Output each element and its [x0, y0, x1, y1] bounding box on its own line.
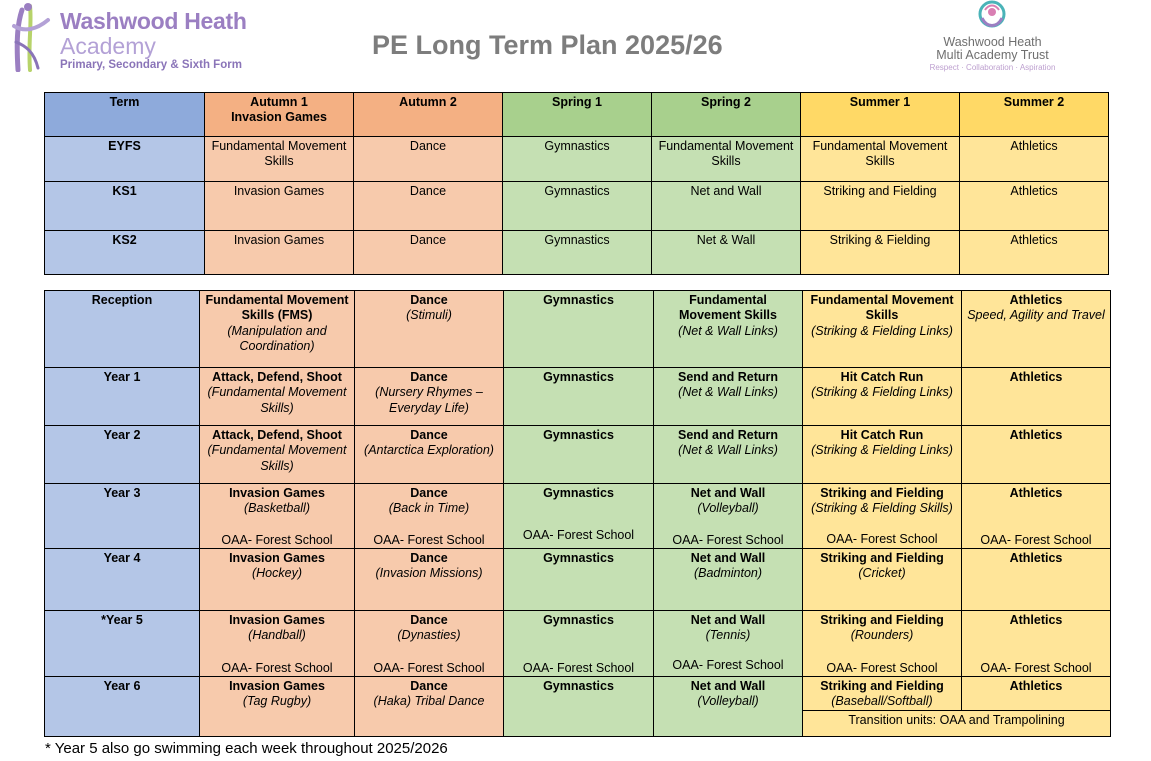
cell-summer1 — [803, 426, 962, 484]
cell-note: (Volleyball) — [697, 694, 759, 709]
table-row — [45, 368, 1111, 426]
cell-summer1: Fundamental Movement Skills — [801, 137, 960, 182]
table-row — [45, 231, 1109, 275]
table-row — [45, 182, 1109, 231]
cell-note: Speed, Agility and Travel — [967, 308, 1105, 323]
cell-title: Hit Catch Run — [840, 428, 924, 442]
header-summer1: Summer 1 — [801, 93, 960, 137]
cell-extra: OAA- Forest School — [672, 657, 784, 672]
cell-note: (Net & Wall Links) — [678, 443, 778, 458]
cell-summer2 — [962, 549, 1111, 611]
cell-autumn1 — [200, 484, 355, 549]
school-logo-figure-icon — [8, 2, 52, 72]
trust-values: Respect · Collaboration · Aspiration — [929, 63, 1056, 72]
cell-spring2: Net and Wall — [652, 182, 801, 231]
cell-spring2 — [654, 368, 803, 426]
cell-title: Athletics — [1009, 613, 1063, 627]
header-term: Term — [45, 93, 205, 137]
cell-title: Athletics — [1009, 679, 1063, 693]
cell-summer2: Athletics — [960, 182, 1109, 231]
cell-summer1: Striking and Fielding — [801, 182, 960, 231]
header-summer2: Summer 2 — [960, 93, 1109, 137]
cell-title: Dance — [410, 679, 448, 693]
row-label: Year 4 — [45, 549, 200, 611]
cell-autumn2 — [355, 549, 504, 611]
cell-spring2 — [654, 426, 803, 484]
cell-note: (Handball) — [248, 628, 306, 643]
cell-autumn1 — [200, 549, 355, 611]
cell-note: (Basketball) — [244, 501, 310, 516]
cell-spring1 — [504, 368, 654, 426]
cell-summer2 — [962, 611, 1111, 677]
cell-title: Invasion Games — [229, 551, 325, 565]
cell-summer2 — [962, 484, 1111, 549]
cell-summer1 — [803, 368, 962, 426]
cell-summer2: Athletics — [960, 231, 1109, 275]
cell-title: Gymnastics — [543, 679, 614, 693]
cell-extra: OAA- Forest School — [826, 531, 938, 546]
header-autumn1 — [205, 93, 354, 137]
cell-extra: OAA- Forest School — [373, 532, 485, 547]
cell-note: (Fundamental Movement Skills) — [207, 443, 347, 473]
cell-note: (Badminton) — [693, 566, 763, 581]
row-label: Year 2 — [45, 426, 200, 484]
cell-title: Athletics — [1009, 370, 1063, 384]
cell-note: (Baseball/Softball) — [831, 694, 933, 709]
cell-summer1 — [803, 549, 962, 611]
cell-autumn1: Invasion Games — [205, 231, 354, 275]
cell-title: Striking and Fielding — [820, 613, 944, 627]
cell-note: (Striking & Fielding Skills) — [811, 501, 953, 516]
cell-note: (Striking & Fielding Links) — [811, 323, 953, 338]
cell-spring2 — [654, 549, 803, 611]
header-spring2: Spring 2 — [652, 93, 801, 137]
page-title: PE Long Term Plan 2025/26 — [372, 30, 723, 60]
school-subtitle: Primary, Secondary & Sixth Form — [60, 59, 242, 71]
row-label: KS2 — [45, 231, 205, 275]
cell-spring1: Gymnastics — [503, 137, 652, 182]
cell-spring1 — [504, 291, 654, 368]
row-label: *Year 5 — [45, 611, 200, 677]
cell-title: Net and Wall — [690, 679, 766, 693]
cell-title: Striking and Fielding — [820, 486, 944, 500]
cell-title: Dance — [410, 370, 448, 384]
cell-title: Athletics — [1009, 428, 1063, 442]
table-row — [45, 549, 1111, 611]
cell-spring1 — [504, 677, 654, 737]
cell-title: Hit Catch Run — [840, 370, 924, 384]
header-autumn1-sub: Invasion Games — [231, 110, 327, 125]
cell-autumn1 — [200, 426, 355, 484]
table-row — [45, 426, 1111, 484]
cell-note: (Striking & Fielding Links) — [811, 385, 953, 400]
cell-summer2 — [962, 677, 1111, 711]
header-spring1: Spring 1 — [503, 93, 652, 137]
cell-autumn2 — [355, 368, 504, 426]
cell-autumn2 — [355, 291, 504, 368]
cell-note: (Nursery Rhymes – Everyday Life) — [375, 385, 483, 415]
cell-spring2: Fundamental Movement Skills — [652, 137, 801, 182]
cell-note: (Tennis) — [705, 628, 751, 643]
table-row — [45, 291, 1111, 368]
row-label: KS1 — [45, 182, 205, 231]
cell-note: (Cricket) — [858, 566, 906, 581]
cell-autumn2 — [355, 484, 504, 549]
cell-title: Fundamental Movement Skills (FMS) — [205, 293, 349, 323]
cell-spring1: Gymnastics — [503, 231, 652, 275]
cell-extra: OAA- Forest School — [980, 660, 1092, 675]
cell-title: Net and Wall — [690, 486, 766, 500]
table-row — [45, 611, 1111, 677]
cell-title: Attack, Defend, Shoot — [212, 370, 342, 384]
school-logo — [8, 2, 268, 74]
school-name-line1: Washwood Heath — [60, 8, 247, 34]
cell-title: Net and Wall — [690, 551, 766, 565]
cell-summer1 — [803, 291, 962, 368]
cell-summer1: Striking & Fielding — [801, 231, 960, 275]
cell-title: Dance — [410, 428, 448, 442]
cell-autumn2 — [355, 677, 504, 737]
cell-spring2 — [654, 677, 803, 737]
header-autumn1-label: Autumn 1 — [250, 95, 308, 109]
table-row — [45, 484, 1111, 549]
cell-summer1 — [803, 484, 962, 549]
cell-autumn1 — [200, 677, 355, 737]
cell-note: (Dynasties) — [397, 628, 461, 643]
cell-spring2 — [654, 611, 803, 677]
row-label: EYFS — [45, 137, 205, 182]
cell-spring1 — [504, 484, 654, 549]
cell-title: Gymnastics — [543, 370, 614, 384]
cell-autumn2 — [355, 426, 504, 484]
cell-summer2 — [962, 368, 1111, 426]
cell-title: Invasion Games — [229, 486, 325, 500]
cell-autumn1 — [200, 291, 355, 368]
table-header-row — [45, 93, 1109, 137]
trust-logo — [900, 0, 1085, 74]
cell-summer2: Athletics — [960, 137, 1109, 182]
cell-spring2 — [654, 484, 803, 549]
cell-title: Athletics — [1009, 551, 1063, 565]
cell-title: Gymnastics — [543, 428, 614, 442]
cell-title: Dance — [410, 613, 448, 627]
cell-note: (Back in Time) — [388, 501, 470, 516]
cell-title: Attack, Defend, Shoot — [212, 428, 342, 442]
header-autumn2: Autumn 2 — [354, 93, 503, 137]
cell-title: Net and Wall — [690, 613, 766, 627]
cell-autumn1 — [200, 611, 355, 677]
cell-extra: OAA- Forest School — [522, 527, 635, 542]
cell-extra: OAA- Forest School — [522, 660, 635, 675]
cell-note: (Hockey) — [251, 566, 302, 581]
row-label: Year 1 — [45, 368, 200, 426]
cell-summer2 — [962, 291, 1111, 368]
cell-spring1 — [504, 611, 654, 677]
table-row — [45, 677, 1111, 711]
cell-autumn2 — [355, 611, 504, 677]
cell-title: Athletics — [1009, 293, 1063, 307]
cell-autumn2: Dance — [354, 137, 503, 182]
cell-extra: OAA- Forest School — [221, 532, 333, 547]
cell-note: (Tag Rugby) — [242, 694, 312, 709]
cell-title: Dance — [410, 293, 448, 307]
trust-logo-figure-icon — [961, 0, 1023, 34]
term-overview-table — [44, 92, 1109, 275]
row-label: Year 6 — [45, 677, 200, 737]
cell-spring1 — [504, 549, 654, 611]
cell-note: (Stimuli) — [406, 308, 452, 323]
cell-title: Striking and Fielding — [820, 551, 944, 565]
cell-note: (Haka) Tribal Dance — [373, 694, 485, 709]
footnote: * Year 5 also go swimming each week throughout 2025/2026 — [45, 740, 448, 757]
cell-autumn1: Invasion Games — [205, 182, 354, 231]
trust-name-line1: Washwood Heath — [943, 35, 1042, 49]
cell-autumn1 — [200, 368, 355, 426]
cell-title: Fundamental Movement Skills — [679, 293, 777, 323]
cell-title: Gymnastics — [543, 293, 614, 307]
cell-note: (Antarctica Exploration) — [364, 443, 494, 458]
cell-note: (Striking & Fielding Links) — [811, 443, 953, 458]
cell-summer1 — [803, 677, 962, 711]
cell-title: Invasion Games — [229, 613, 325, 627]
transition-units-cell: Transition units: OAA and Trampolining — [803, 710, 1111, 736]
cell-title: Gymnastics — [543, 486, 614, 500]
cell-spring2: Net & Wall — [652, 231, 801, 275]
cell-summer1 — [803, 611, 962, 677]
cell-title: Invasion Games — [229, 679, 325, 693]
cell-title: Gymnastics — [543, 613, 614, 627]
cell-extra: OAA- Forest School — [672, 532, 784, 547]
row-label: Reception — [45, 291, 200, 368]
row-label: Year 3 — [45, 484, 200, 549]
cell-note: (Fundamental Movement Skills) — [207, 385, 347, 415]
trust-name-line2: Multi Academy Trust — [936, 48, 1049, 62]
cell-title: Fundamental Movement Skills — [810, 293, 954, 323]
school-name-line2: Academy — [60, 33, 156, 59]
cell-extra: OAA- Forest School — [826, 660, 938, 675]
cell-title: Striking and Fielding — [820, 679, 944, 693]
cell-spring1 — [504, 426, 654, 484]
table-row — [45, 137, 1109, 182]
cell-extra: OAA- Forest School — [980, 532, 1092, 547]
cell-title: Dance — [410, 486, 448, 500]
cell-title: Gymnastics — [543, 551, 614, 565]
cell-autumn2: Dance — [354, 182, 503, 231]
cell-note: (Invasion Missions) — [375, 566, 483, 581]
cell-autumn1: Fundamental Movement Skills — [205, 137, 354, 182]
cell-summer2 — [962, 426, 1111, 484]
cell-title: Send and Return — [677, 370, 778, 384]
cell-title: Dance — [410, 551, 448, 565]
cell-extra: OAA- Forest School — [221, 660, 333, 675]
year-group-plan-table — [44, 290, 1111, 737]
cell-note: (Volleyball) — [697, 501, 759, 516]
cell-note: (Net & Wall Links) — [678, 323, 778, 338]
cell-extra: OAA- Forest School — [373, 660, 485, 675]
cell-title: Athletics — [1009, 486, 1063, 500]
cell-spring1: Gymnastics — [503, 182, 652, 231]
cell-autumn2: Dance — [354, 231, 503, 275]
cell-title: Send and Return — [677, 428, 778, 442]
cell-spring2 — [654, 291, 803, 368]
cell-note: (Rounders) — [850, 628, 914, 643]
cell-note: (Net & Wall Links) — [678, 385, 778, 400]
cell-note: (Manipulation and Coordination) — [227, 323, 327, 353]
